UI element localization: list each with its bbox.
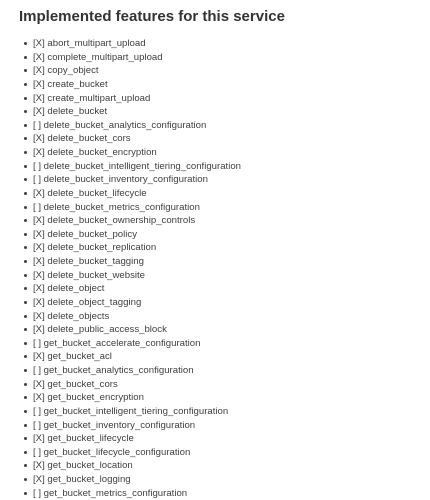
feature-list-item [19,323,241,337]
bullet-icon [24,124,27,127]
feature-list-item [19,419,241,433]
feature-label: [ ] get_bucket_intelligent_tiering_configuration [33,405,229,417]
feature-label: [ ] delete_bucket_intelligent_tiering_configuration [33,160,242,172]
feature-list-item [19,473,241,487]
feature-list-item [19,160,241,174]
feature-list-item [19,405,241,419]
bullet-icon [24,369,27,372]
feature-list-item [19,228,241,242]
feature-label: [ ] get_bucket_metrics_configuration [33,487,188,499]
bullet-icon [24,492,27,495]
bullet-icon [24,233,27,236]
feature-list-item [19,187,241,201]
feature-label: [X] delete_bucket_cors [33,133,131,145]
bullet-icon [24,110,27,113]
bullet-icon [24,437,27,440]
bullet-icon [24,178,27,181]
feature-label: [ ] delete_bucket_analytics_configuration [33,119,207,131]
feature-label: [ ] delete_bucket_inventory_configuration [33,174,208,186]
feature-list-item [19,432,241,446]
feature-label: [X] delete_bucket_tagging [33,256,144,267]
feature-label: [X] get_bucket_cors [33,378,118,390]
bullet-icon [24,383,27,386]
feature-list-item [19,255,241,269]
bullet-icon [24,97,27,100]
feature-list-item [19,296,241,310]
feature-label: [ ] get_bucket_analytics_configuration [33,365,194,376]
feature-list-item [19,350,241,364]
feature-list-item [19,337,241,351]
bullet-icon [24,206,27,209]
feature-label: [X] abort_multipart_upload [33,38,146,49]
feature-list-item [19,173,241,187]
bullet-icon [24,342,27,345]
feature-list-item [19,378,241,392]
bullet-icon [24,478,27,481]
feature-list-item [19,459,241,473]
feature-list-item [19,269,241,283]
feature-list-item [19,446,241,460]
bullet-icon [24,274,27,277]
feature-label: [X] delete_public_access_block [33,324,167,336]
feature-list-item [19,282,241,296]
bullet-icon [24,260,27,263]
feature-label: [ ] get_bucket_inventory_configuration [33,419,196,431]
feature-label: [X] delete_bucket_ownership_controls [33,215,196,227]
feature-list-item [19,487,241,500]
feature-list-item [19,146,241,160]
feature-label: [X] delete_bucket_policy [33,228,137,240]
feature-label: [X] delete_bucket_lifecycle [33,187,147,199]
feature-list-item [19,310,241,324]
feature-list-item [19,364,241,378]
section-heading: Implemented features for this service [19,8,285,25]
feature-label: [X] delete_object [33,283,105,295]
feature-label: [X] complete_multipart_upload [33,51,163,63]
feature-label: [X] create_multipart_upload [33,92,151,104]
feature-list-item [19,132,241,146]
bullet-icon [24,464,27,467]
feature-label: [X] get_bucket_logging [33,474,131,485]
feature-list-item [19,119,241,133]
feature-label: [X] get_bucket_lifecycle [33,433,134,445]
feature-label: [X] delete_bucket_replication [33,242,157,254]
feature-list-item [19,51,241,65]
feature-list-item [19,201,241,215]
feature-list-item [19,37,241,51]
bullet-icon [24,192,27,195]
feature-list-item [19,241,241,255]
bullet-icon [24,410,27,413]
feature-label: [X] create_bucket [33,78,108,90]
bullet-icon [24,301,27,304]
feature-label: [X] delete_bucket [33,106,108,118]
bullet-icon [24,56,27,59]
feature-label: [X] copy_object [33,65,99,77]
feature-list [19,37,241,500]
feature-label: [X] delete_bucket_website [33,269,146,281]
bullet-icon [24,137,27,140]
feature-list-item [19,92,241,106]
bullet-icon [24,355,27,358]
feature-label: [ ] get_bucket_lifecycle_configuration [33,446,191,458]
feature-label: [X] delete_object_tagging [33,296,142,308]
bullet-icon [24,165,27,168]
bullet-icon [24,451,27,454]
feature-label: [X] get_bucket_encryption [33,392,144,404]
feature-label: [X] get_bucket_acl [33,351,112,363]
bullet-icon [24,246,27,249]
feature-label: [X] delete_bucket_encryption [33,147,157,158]
bullet-icon [24,83,27,86]
feature-list-item [19,78,241,92]
bullet-icon [24,424,27,427]
feature-list-item [19,214,241,228]
feature-label: [ ] delete_bucket_metrics_configuration [33,201,200,213]
feature-list-item [19,105,241,119]
bullet-icon [24,328,27,331]
bullet-icon [24,42,27,45]
bullet-icon [24,219,27,222]
bullet-icon [24,396,27,399]
bullet-icon [24,315,27,318]
bullet-icon [24,151,27,154]
feature-label: [X] delete_objects [33,310,110,322]
bullet-icon [24,287,27,290]
feature-list-item [19,391,241,405]
bullet-icon [24,69,27,72]
feature-label: [X] get_bucket_location [33,460,133,472]
feature-label: [ ] get_bucket_accelerate_configuration [33,337,201,349]
feature-list-item [19,64,241,78]
